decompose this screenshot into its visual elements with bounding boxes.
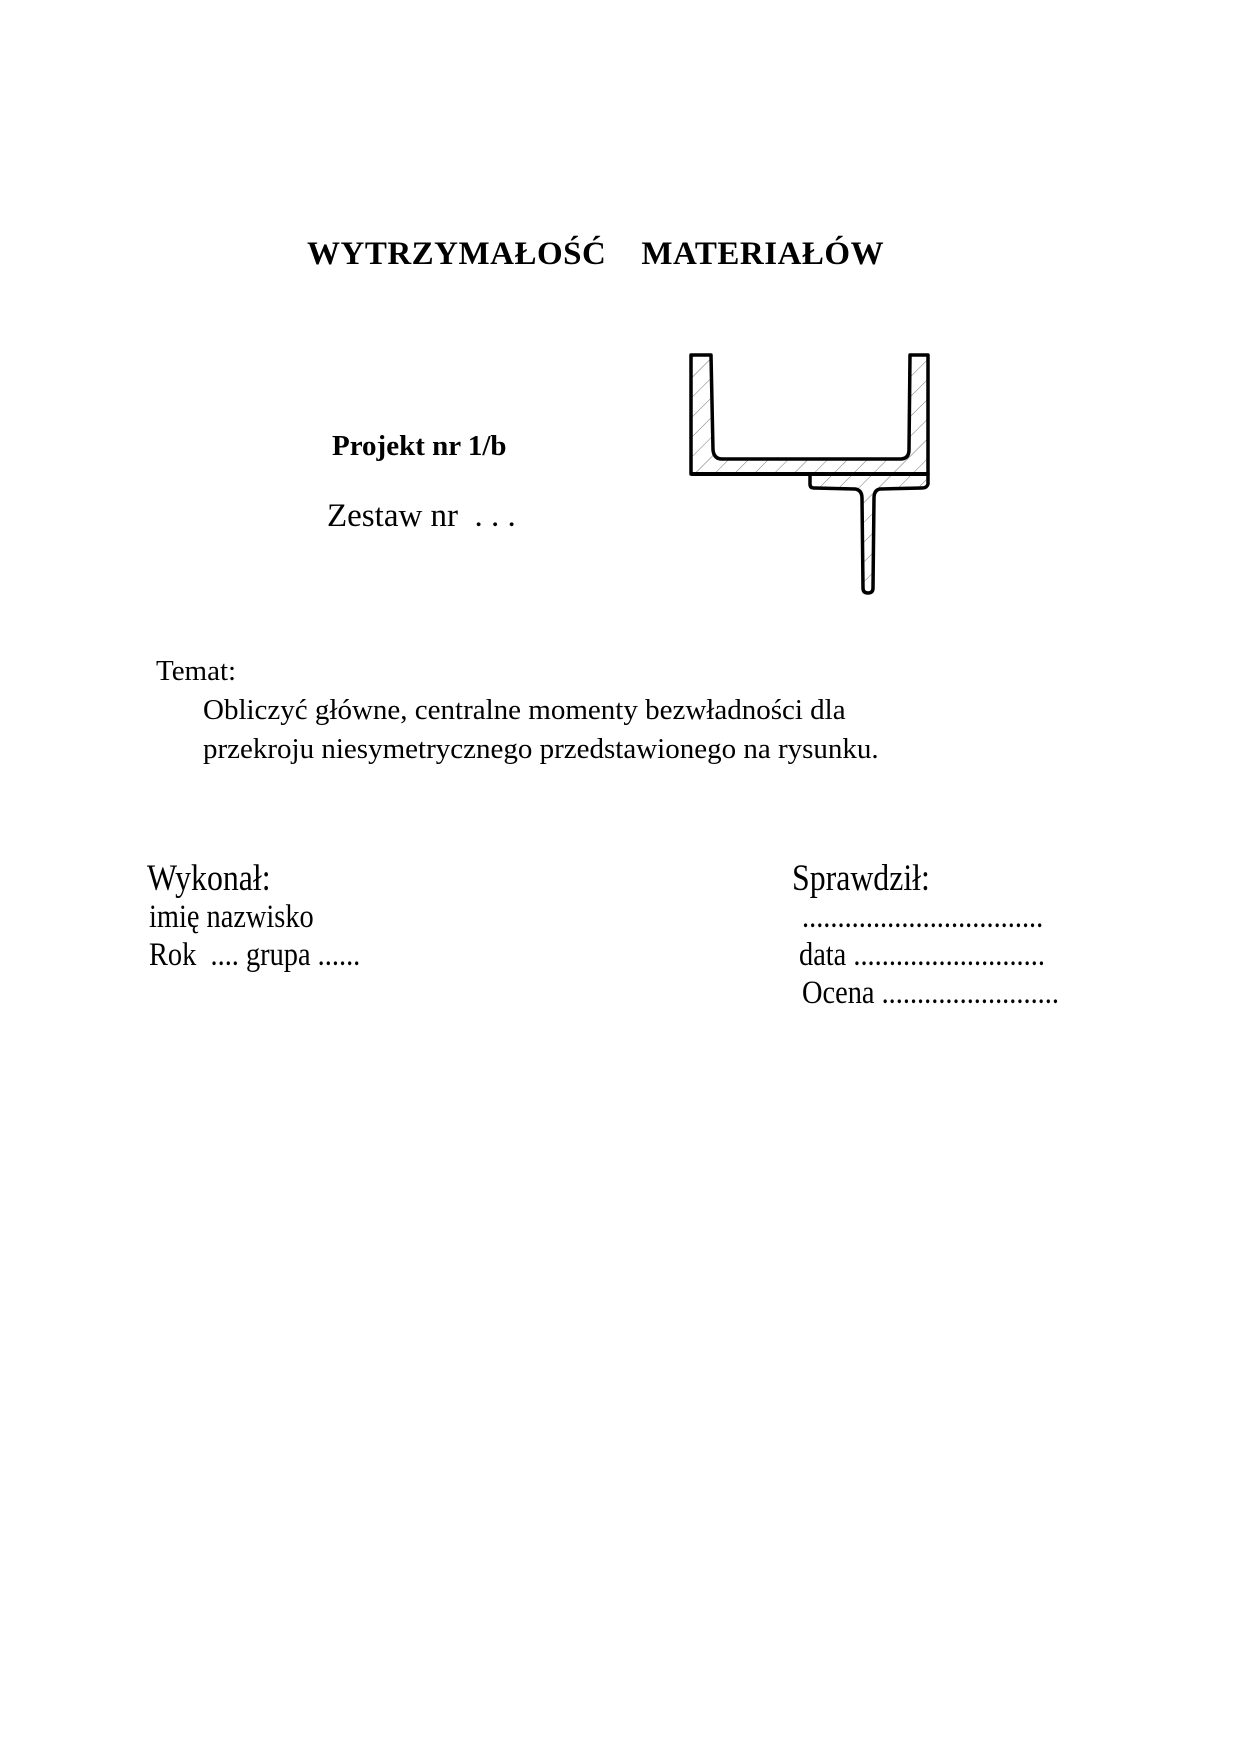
- topic-text-line-1: Obliczyć główne, centralne momenty bezwładności dla: [203, 694, 846, 726]
- topic-text-line-2: przekroju niesymetrycznego przedstawionego na rysunku.: [203, 733, 879, 765]
- checker-label: Sprawdził:: [792, 858, 930, 899]
- topic-label: Temat:: [156, 655, 237, 687]
- author-label: Wykonał:: [147, 858, 271, 899]
- set-number: Zestaw nr . . .: [327, 498, 516, 534]
- checker-grade: Ocena .........................: [802, 975, 1059, 1011]
- channel-section: [691, 355, 928, 474]
- cross-section-drawing: [0, 0, 1240, 700]
- author-name: imię nazwisko: [149, 899, 314, 935]
- author-year-group: Rok .... grupa ......: [149, 937, 361, 973]
- checker-signature: ..................................: [802, 899, 1044, 935]
- document-title: WYTRZYMAŁOŚĆ MATERIAŁÓW: [307, 236, 885, 272]
- checker-date: data ...........................: [799, 937, 1045, 973]
- project-number: Projekt nr 1/b: [332, 430, 507, 462]
- tee-section: [810, 474, 928, 593]
